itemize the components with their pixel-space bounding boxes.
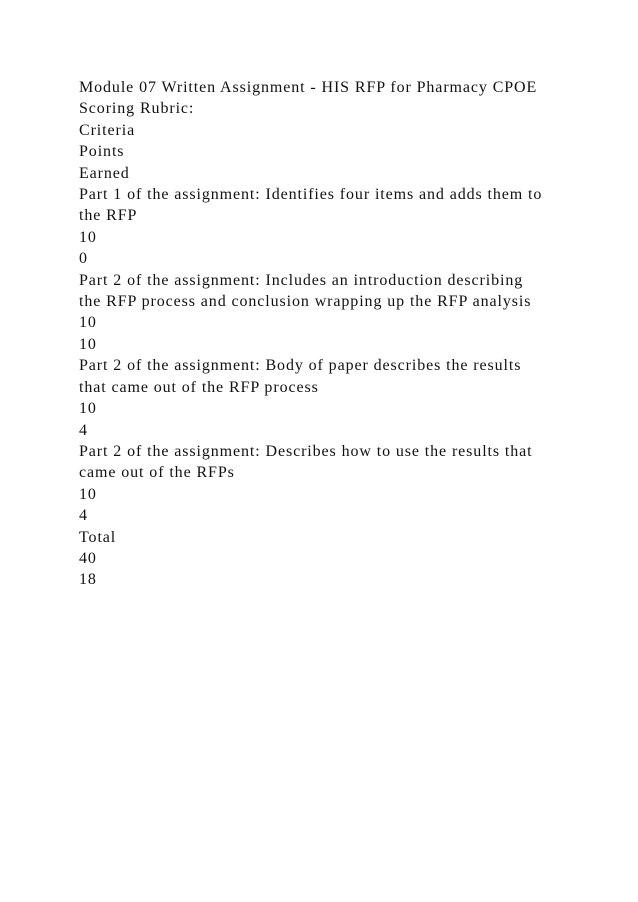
row-3-points: 10 xyxy=(79,400,97,418)
row-4-points: 10 xyxy=(79,485,97,503)
row-3-criteria-line-1: Part 2 of the assignment: Body of paper describes the results xyxy=(79,357,522,375)
total-points: 40 xyxy=(79,549,97,567)
row-2-criteria-line-1: Part 2 of the assignment: Includes an introduction describing xyxy=(79,271,524,289)
rubric-heading: Scoring Rubric: xyxy=(79,100,195,118)
row-1-criteria-line-2: the RFP xyxy=(79,207,138,225)
row-1-earned: 0 xyxy=(79,250,88,268)
row-4-criteria-line-2: came out of the RFPs xyxy=(79,464,235,482)
row-4-earned: 4 xyxy=(79,507,88,525)
row-1-points: 10 xyxy=(79,228,97,246)
row-3-criteria-line-2: that came out of the RFP process xyxy=(79,378,319,396)
column-header-points: Points xyxy=(79,143,125,161)
column-header-criteria: Criteria xyxy=(79,121,136,139)
row-2-criteria-line-2: the RFP process and conclusion wrapping up the RFP analysis xyxy=(79,293,532,311)
row-2-points: 10 xyxy=(79,314,97,332)
row-4-criteria-line-1: Part 2 of the assignment: Describes how to use the results that xyxy=(79,442,533,460)
rubric-text xyxy=(79,77,619,591)
total-label: Total xyxy=(79,528,117,546)
row-1-criteria-line-1: Part 1 of the assignment: Identifies four items and adds them to xyxy=(79,186,543,204)
total-earned: 18 xyxy=(79,571,97,589)
document-title: Module 07 Written Assignment - HIS RFP for Pharmacy CPOE xyxy=(79,79,538,96)
row-2-earned: 10 xyxy=(79,335,97,353)
row-3-earned: 4 xyxy=(79,421,88,439)
column-header-earned: Earned xyxy=(79,164,130,182)
